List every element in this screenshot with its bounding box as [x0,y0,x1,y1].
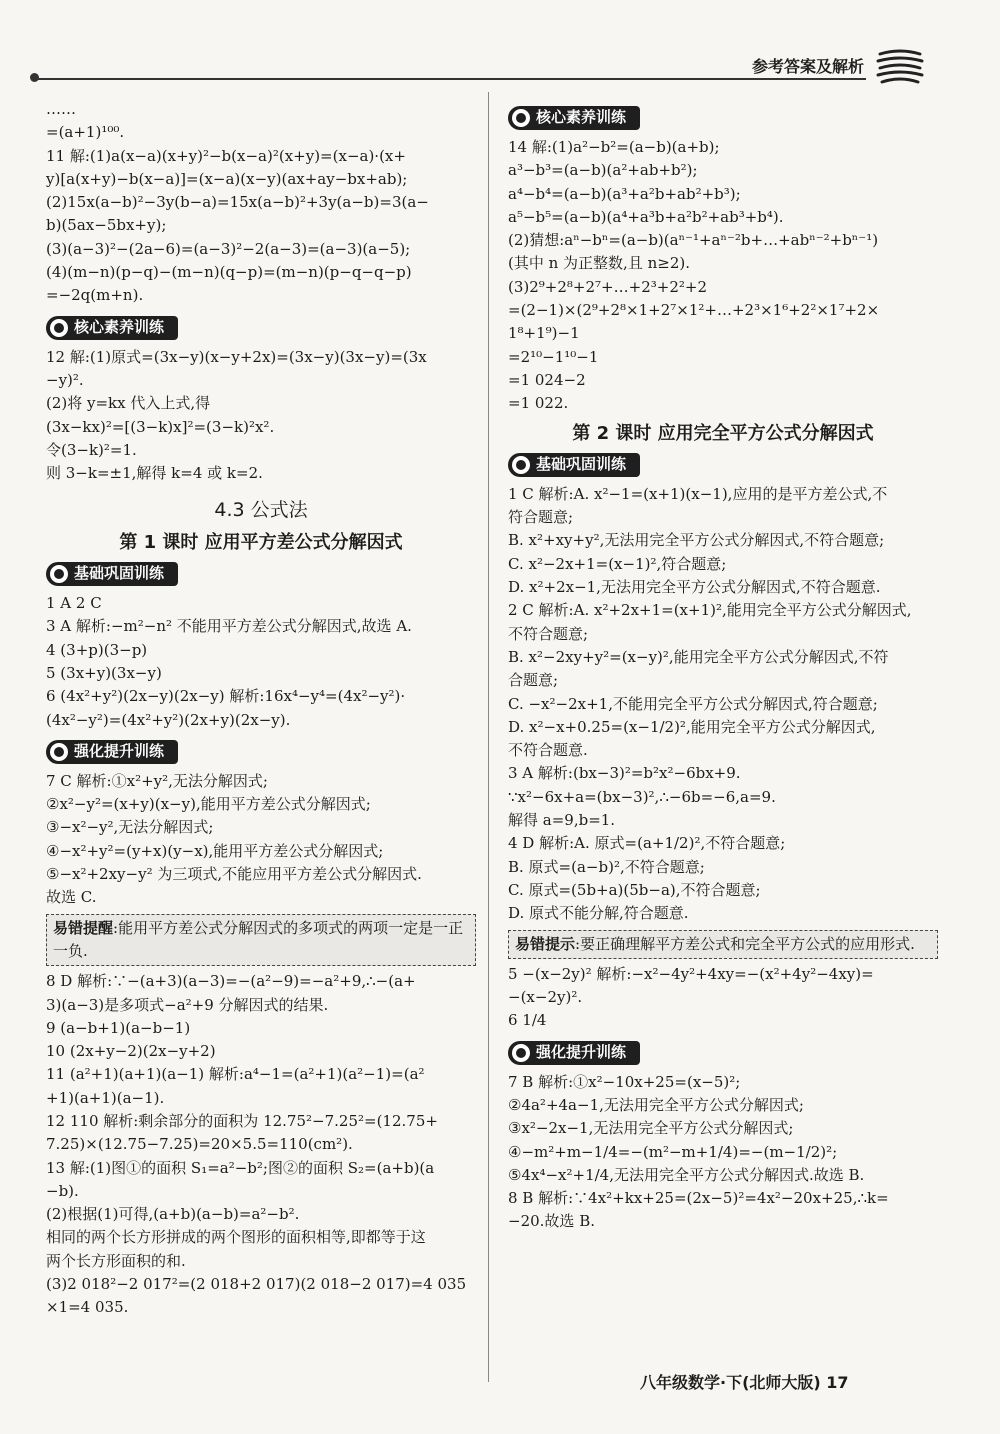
answer-line: 7 C 解析:①x²+y²,无法分解因式; [46,771,268,790]
section-label: 强化提升训练 [536,1043,627,1062]
answer-line: 9 (a−b+1)(a−b−1) [46,1018,191,1037]
answer-line: a³−b³=(a−b)(a²+ab+b²); [508,161,698,180]
answer-line: 5 −(x−2y)² 解析:−x²−4y²+4xy=−(x²+4y²−4xy)= [508,964,874,983]
answer-line: 8 D 解析:∵−(a+3)(a−3)=−(a²−9)=−a²+9,∴−(a+ [46,972,416,991]
answer-line: 1 C 解析:A. x²−1=(x+1)(x−1),应用的是平方差公式,不 [508,484,888,503]
answer-line: ③−x²−y²,无法分解因式; [46,818,214,837]
section-heading [508,1041,938,1065]
section-badge [46,316,178,340]
answer-line: (2)猜想:aⁿ−bⁿ=(a−b)(aⁿ⁻¹+aⁿ⁻²b+…+abⁿ⁻²+bⁿ⁻¹) [508,231,879,250]
answer-line: …… [46,100,76,118]
answer-line: −b). [46,1181,79,1200]
section-emblem-icon [512,1044,530,1062]
answer-line: (2)15x(a−b)²−3y(b−a)=15x(a−b)²+3y(a−b)=3(a− [46,193,429,212]
error-tip-box [46,914,476,967]
answer-line: 3 A 解析:−m²−n² 不能用平方差公式分解因式,故选 A. [46,617,412,636]
answer-line: (4x²−y²)=(4x²+y²)(2x+y)(2x−y). [46,710,291,729]
answer-line: =2¹⁰−1¹⁰−1 [508,347,599,366]
answer-line: 相同的两个长方形拼成的两个图形的面积相等,即都等于这 [46,1228,426,1247]
answer-line: 14 解:(1)a²−b²=(a−b)(a+b); [508,138,720,156]
header-title: 参考答案及解析 [751,57,864,76]
lesson-heading: 第 1 课时 应用平方差公式分解因式 [119,531,403,553]
answer-line: 解得 a=9,b=1. [508,811,616,830]
section-badge [508,453,640,477]
answer-line: 3 A 解析:(bx−3)²=b²x²−6bx+9. [508,764,741,783]
tip-text: :要正确理解平方差公式和完全平方公式的应用形式. [575,934,915,953]
right-column [508,98,938,1234]
answer-line: 8 B 解析:∵4x²+kx+25=(2x−5)²=4x²−20x+25,∴k= [508,1189,889,1208]
answer-line: −(x−2y)². [508,988,583,1007]
section-badge [46,562,178,586]
section-emblem-icon [50,743,68,761]
section-emblem-icon [512,456,530,474]
page-footer: 八年级数学·下(北师大版) 17 [640,1373,849,1392]
answer-line: 故选 C. [46,888,97,907]
section-emblem-icon [50,319,68,337]
answer-line: 4 D 解析:A. 原式=(a+1/2)²,不符合题意; [508,834,786,853]
page-header [36,52,926,82]
answer-line: (2)将 y=kx 代入上式,得 [46,394,211,413]
answer-line: 11 解:(1)a(x−a)(x+y)²−b(x−a)²(x+y)=(x−a)·(x+ [46,146,406,165]
answer-line: 13 解:(1)图①的面积 S₁=a²−b²;图②的面积 S₂=(a+b)(a [46,1158,435,1177]
answer-line: 两个长方形面积的和. [46,1251,186,1270]
answer-line: B. x²−2xy+y²=(x−y)²,能用完全平方公式分解因式,不符 [508,647,889,666]
answer-line: (3)2⁹+2⁸+2⁷+…+2³+2²+2 [508,277,707,296]
section-emblem-icon [50,565,68,583]
answer-line: +1)(a+1)(a−1). [46,1088,165,1107]
answer-line: ×1=4 035. [46,1298,129,1317]
answer-line: 合题意; [508,671,559,690]
answer-line: −y)². [46,370,84,389]
section-badge [46,740,178,764]
answer-line: =1 024−2 [508,370,586,389]
error-tip-box [508,930,938,959]
answer-line: =(2−1)×(2⁹+2⁸×1+2⁷×1²+…+2³×1⁶+2²×1⁷+2× [508,301,880,320]
tip-label: 易错提示 [515,934,576,953]
answer-line: B. x²+xy+y²,无法用完全平方公式分解因式,不符合题意; [508,531,885,550]
answer-line: 6 (4x²+y²)(2x−y)(2x−y) 解析:16x⁴−y⁴=(4x²−y²)· [46,687,406,706]
section-label: 基础巩固训练 [536,455,627,474]
column-divider [488,92,489,1382]
section-label: 核心素养训练 [536,108,627,127]
answer-line: ∵x²−6x+a=(bx−3)²,∴−6b=−6,a=9. [508,787,776,806]
section-heading [46,740,476,764]
answer-line: (4)(m−n)(p−q)−(m−n)(q−p)=(m−n)(p−q−q−p) [46,263,412,282]
answer-line: 不符合题意. [508,741,588,760]
section-label: 基础巩固训练 [74,564,165,583]
section-label: 强化提升训练 [74,742,165,761]
answer-line: ⑤4x⁴−x²+1/4,无法用完全平方公式分解因式.故选 B. [508,1165,865,1184]
tip-text: :能用平方差公式分解因式的多项式的两项一定是一正一负. [53,918,464,960]
answer-line: 11 (a²+1)(a+1)(a−1) 解析:a⁴−1=(a²+1)(a²−1)=(a² [46,1065,425,1084]
section-badge [508,106,640,130]
answer-line: (3)(a−3)²−(2a−6)=(a−3)²−2(a−3)=(a−3)(a−5); [46,239,411,258]
answer-line: =1 022. [508,394,569,413]
answer-line: C. 原式=(5b+a)(5b−a),不符合题意; [508,880,761,899]
answer-line: (3x−kx)²=[(3−k)x]²=(3−k)²x². [46,417,275,436]
answer-line: 3)(a−3)是多项式−a²+9 分解因式的结果. [46,995,329,1014]
section-emblem-icon [512,109,530,127]
answer-line: D. 原式不能分解,符合题意. [508,904,689,923]
answer-line: b)(5ax−5bx+y); [46,216,167,235]
header-rule [36,78,866,80]
answer-line: B. 原式=(a−b)²,不符合题意; [508,857,705,876]
answer-line: 7.25)×(12.75−7.25)=20×5.5=110(cm²). [46,1135,353,1154]
answer-line: a⁵−b⁵=(a−b)(a⁴+a³b+a²b²+ab³+b⁴). [508,207,784,226]
section-heading [46,316,476,340]
answer-line: ②4a²+4a−1,无法用完全平方公式分解因式; [508,1095,804,1114]
answer-line: 令(3−k)²=1. [46,440,137,459]
answer-line: 4 (3+p)(3−p) [46,640,148,659]
answer-line: ③x²−2x−1,无法用完全平方公式分解因式; [508,1119,794,1138]
left-column [46,98,476,1320]
answer-line: 5 (3x+y)(3x−y) [46,663,162,682]
answer-line: 12 110 解析:剩余部分的面积为 12.75²−7.25²=(12.75+ [46,1111,438,1130]
answer-line: a⁴−b⁴=(a−b)(a³+a²b+ab²+b³); [508,184,741,203]
answer-line: 1 A 2 C [46,594,102,613]
answer-line: 6 1/4 [508,1011,547,1030]
answer-line: 符合题意; [508,508,574,527]
lesson-heading: 第 2 课时 应用完全平方公式分解因式 [572,422,874,444]
answer-line: ⑤−x²+2xy−y² 为三项式,不能应用平方差公式分解因式. [46,865,422,884]
section-badge [508,1041,640,1065]
book-stack-icon [874,46,926,88]
answer-line: 12 解:(1)原式=(3x−y)(x−y+2x)=(3x−y)(3x−y)=(3x [46,347,427,366]
answer-line: y)[a(x+y)−b(x−a)]=(x−a)(x−y)(ax+ay−bx+ab); [46,169,408,188]
answer-line: ②x²−y²=(x+y)(x−y),能用平方差公式分解因式; [46,795,371,814]
section-heading [508,106,938,130]
answer-line: 1⁸+1⁹)−1 [508,324,580,343]
answer-line: −20.故选 B. [508,1212,595,1231]
answer-line: (3)2 018²−2 017²=(2 018+2 017)(2 018−2 017)=4 035 [46,1275,467,1294]
answer-line: 不符合题意; [508,624,589,643]
answer-line: 10 (2x+y−2)(2x−y+2) [46,1042,216,1061]
answer-line: 2 C 解析:A. x²+2x+1=(x+1)²,能用完全平方公式分解因式, [508,601,912,620]
section-label: 核心素养训练 [74,318,165,337]
answer-line: ④−x²+y²=(y+x)(y−x),能用平方差公式分解因式; [46,841,384,860]
answer-line: =−2q(m+n). [46,286,144,305]
tip-label: 易错提醒 [53,918,114,937]
answer-line: D. x²−x+0.25=(x−1/2)²,能用完全平方公式分解因式, [508,717,876,736]
answer-line: =(a+1)¹⁰⁰. [46,123,125,142]
chapter-heading: 4.3 公式法 [214,499,308,522]
answer-line: (2)根据(1)可得,(a+b)(a−b)=a²−b². [46,1205,300,1224]
answer-line: ④−m²+m−1/4=−(m²−m+1/4)=−(m−1/2)²; [508,1142,838,1161]
section-heading [46,562,476,586]
answer-line: D. x²+2x−1,无法用完全平方公式分解因式,不符合题意. [508,578,881,597]
answer-line: 7 B 解析:①x²−10x+25=(x−5)²; [508,1072,741,1091]
section-heading [508,453,938,477]
answer-line: 则 3−k=±1,解得 k=4 或 k=2. [46,464,263,483]
answer-line: C. −x²−2x+1,不能用完全平方公式分解因式,符合题意; [508,694,878,713]
answer-line: (其中 n 为正整数,且 n≥2). [508,254,690,273]
answer-line: C. x²−2x+1=(x−1)²,符合题意; [508,554,727,573]
